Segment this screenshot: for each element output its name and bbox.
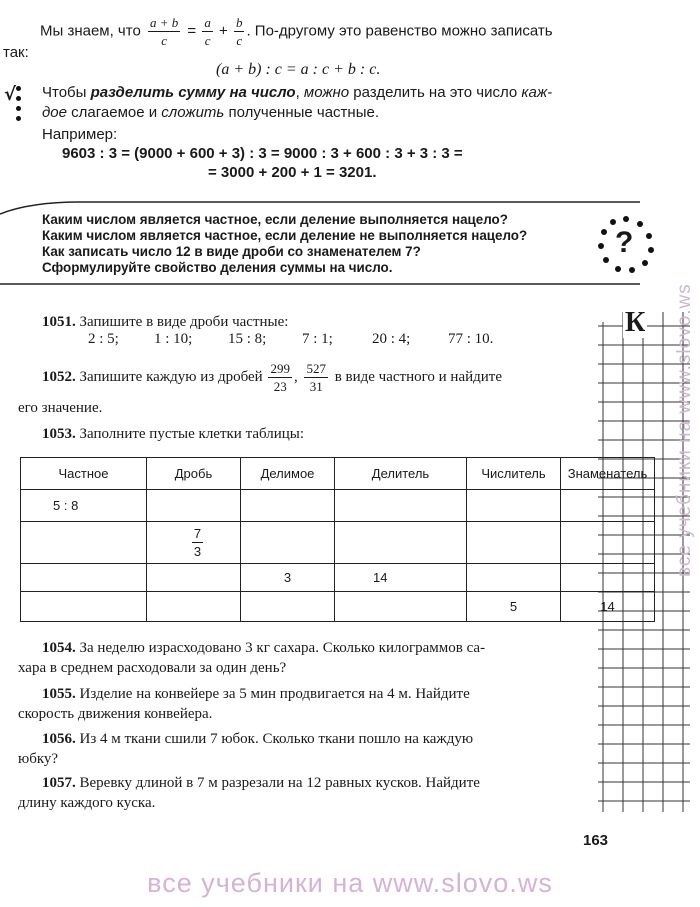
page-number: 163 [583,832,609,849]
fraction-a-plus-b-over-c: $\frac{a + b}{c}$ [149,15,179,48]
table-row: 3 14 [21,564,655,592]
example-label: Например: [42,126,118,143]
task-1054: 1054. За неделю израсходовано 3 кг сахара. Сколько килограммов са- хара в среднем расходовали за один день? [18,640,486,676]
fill-in-table [20,457,655,622]
table-header: Дробь [147,458,241,490]
table-header: Делимое [241,458,335,490]
table-header: Делитель [335,458,467,490]
fraction-a-over-c: $\frac{a}{c}$ [204,15,211,48]
fraction-527-over-31: $\frac{527}{31}$ [306,361,326,394]
intro-line2: так: [3,44,29,61]
table-header: Частное [21,458,147,490]
fraction-b-over-c: $\frac{b}{c}$ [235,15,243,48]
intro-line1: Мы знаем, что $\frac{a + b}{c}$ = $\frac{a}{c}$ + $\frac{b}{c}$ . По-другому это равенство можно записать [40,15,553,48]
task-1051: 1051. Запишите в виде дроби частные: [42,314,289,330]
task-1053: 1053. Заполните пустые клетки таблицы: [42,426,305,442]
task-1052-cont: его значение. [18,400,103,416]
example-line2: = 3000 + 200 + 1 = 3201. [208,164,377,181]
bottom-watermark: все учебники на www.slovo.ws [147,868,553,898]
side-letter-k: К [625,307,646,338]
side-watermark: все учебники на www.slovo.ws [674,283,695,577]
questions-text [42,212,602,276]
table-row [21,522,655,564]
table-row: 5 14 [21,592,655,622]
fraction-299-over-23: $\frac{299}{23}$ [270,361,290,394]
example-line1: 9603 : 3 = (9000 + 600 + 3) : 3 = 9000 : 3 + 600 : 3 + 3 : 3 = [62,145,463,162]
table-row: 5 : 8 [21,490,655,522]
rule-dots [16,86,24,126]
task-1057: 1057. Веревку длиной в 7 м разрезали на 12 равных кусков. Найдите длину каждого куска. [18,775,480,811]
table-header: Числитель [467,458,561,490]
formula-sum-division: (a + b) : c = a : c + b : c. [216,61,381,78]
question-2: Каким числом является частное, если деление не выполняется нацело? [42,228,528,243]
question-1: Каким числом является частное, если деление выполняется нацело? [42,212,508,227]
question-3: Как записать число 12 в виде дроби со знаменателем 7? [42,244,421,259]
task-1051-items: 2 : 5; 1 : 10; 15 : 8; 7 : 1; 20 : 4; 77 : 10. [88,331,494,347]
question-4: Сформулируйте свойство деления суммы на число. [42,260,393,275]
task-1055: 1055. Изделие на конвейере за 5 мин продвигается на 4 м. Найдите скорость движения конвейера. [18,686,470,722]
rule-text: Чтобы разделить сумму на число, можно разделить на это число каж- дое слагаемое и сложить полученные частные. [42,84,553,121]
task-1052: 1052. Запишите каждую из дробей $\frac{299}{23}$ , $\frac{527}{31}$ в виде частного и найдите [42,361,503,394]
fraction-7-over-3: $\frac{7}{3}$ [193,526,202,559]
task-1056: 1056. Из 4 м ткани сшили 7 юбок. Сколько ткани пошло на каждую юбку? [18,731,474,767]
question-circle-icon: ? [596,214,656,274]
table-header: Знаменатель [561,458,655,490]
rule-marker: √ [4,84,17,105]
